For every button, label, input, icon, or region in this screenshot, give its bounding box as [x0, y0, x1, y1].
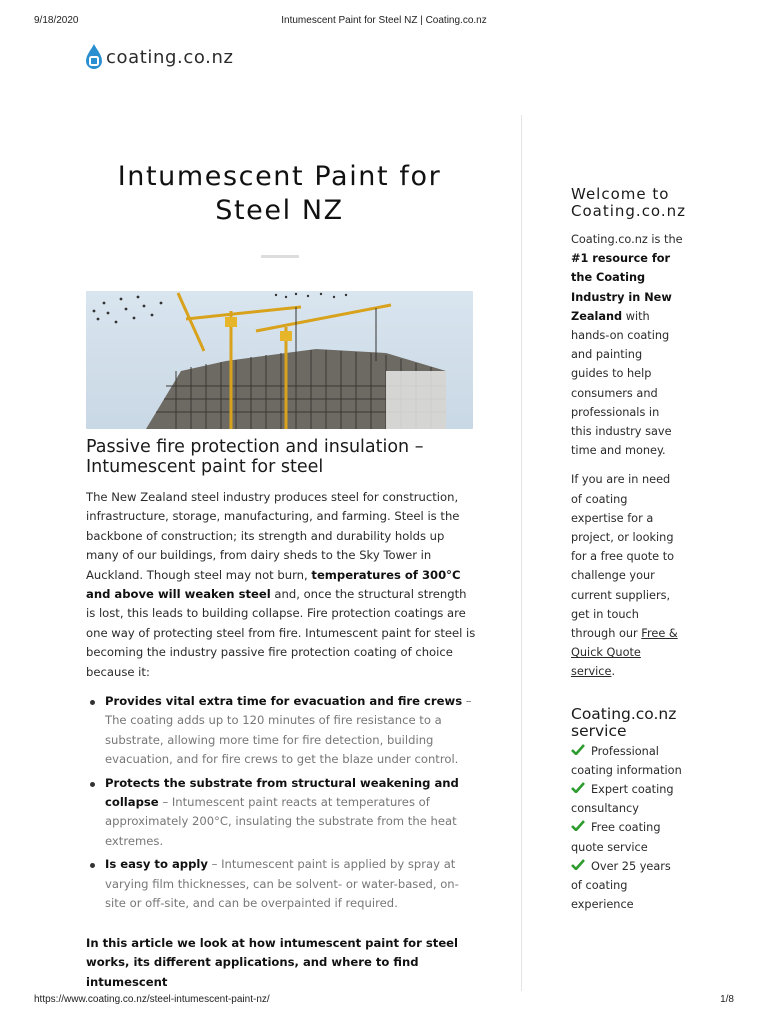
- title-divider: [261, 255, 299, 258]
- check-icon: [571, 859, 585, 870]
- free-quote-link[interactable]: Free & Quick Quote service: [571, 627, 678, 679]
- bullet-title: Provides vital extra time for evacuation and fire crews: [105, 694, 463, 708]
- check-icon: [571, 744, 585, 755]
- column-divider: [521, 115, 522, 991]
- section-heading: Passive fire protection and insulation – Intumescent paint for steel: [86, 437, 424, 477]
- service-item: Professional coating information: [571, 744, 682, 777]
- check-icon: [571, 820, 585, 831]
- list-item: [86, 855, 478, 913]
- print-footer: [0, 994, 768, 1010]
- service-heading: Coating.co.nz service: [571, 704, 677, 740]
- welcome-heading: Welcome to Coating.co.nz: [571, 186, 686, 220]
- sidebar: [571, 186, 686, 915]
- print-page-title: Intumescent Paint for Steel NZ | Coating.co.nz: [281, 15, 487, 26]
- print-header: [0, 15, 768, 31]
- intro-highlight: temperatures of 300°C and above will weaken steel: [86, 567, 461, 602]
- bullet-title: Protects the substrate from structural weakening and collapse: [105, 775, 459, 810]
- service-item: Over 25 years of coating experience: [571, 859, 671, 912]
- page-title: Intumescent Paint for Steel NZ: [117, 161, 442, 226]
- sidebar-quote-text: If you are in need of coating expertise for a project, or looking for a free quote to challenge your current suppliers, get in touch through our Free & Quick Quote service.: [571, 473, 678, 679]
- bullet-text: – Intumescent paint reacts at temperatures of approximately 200°C, insulating the substrate from the heat extremes.: [105, 795, 457, 848]
- logo-text: coating.co.nz: [106, 46, 234, 68]
- list-item: [86, 692, 478, 770]
- benefits-list: [86, 692, 478, 917]
- print-date: 9/18/2020: [34, 15, 79, 26]
- sidebar-highlight: #1 resource for the Coating Industry in New Zealand: [571, 252, 672, 323]
- bullet-text: – The coating adds up to 120 minutes of fire resistance to a substrate, allowing more time for fire detection, building evacuation, and for fire crews to get the blaze under control.: [105, 694, 472, 767]
- site-logo[interactable]: [85, 41, 234, 73]
- intro-paragraph: The New Zealand steel industry produces steel for construction, infrastructure, storage, manufacturing, and farming. Steel is the backbone of construction; its strength and durability holds up many of our buildings, from dairy sheds to the Sky Tower in Auckland. Though steel may not burn, temperatures of 300°C and above will weaken steel and, once the structural strength is lost, this leads to building collapse. Fire protection coatings are one way of protecting steel from fire. Intumescent paint for steel is becoming the industry passive fire protection coating of choice because it:: [86, 490, 476, 679]
- closing-paragraph: In this article we look at how intumescent paint for steel works, its different applications, and where to find intumescent: [86, 936, 459, 989]
- water-drop-icon: [85, 43, 103, 71]
- check-icon: [571, 782, 585, 793]
- list-item: [86, 774, 478, 852]
- bullet-title: Is easy to apply: [105, 857, 208, 872]
- print-url: https://www.coating.co.nz/steel-intumescent-paint-nz/: [34, 994, 270, 1005]
- page-number: 1/8: [720, 994, 734, 1005]
- service-list: [571, 742, 683, 915]
- service-item: Free coating quote service: [571, 821, 661, 854]
- sidebar-intro: Coating.co.nz is the #1 resource for the Coating Industry in New Zealand with hands-on coating and painting guides to help consumers and professionals in this industry save time and money.: [571, 233, 683, 458]
- bullet-text: – Intumescent paint is applied by spray at varying film thicknesses, can be solvent- or water-based, on-site or off-site, and can be overpainted if required.: [105, 857, 459, 911]
- hero-image: [86, 291, 473, 429]
- service-item: Expert coating consultancy: [571, 783, 674, 816]
